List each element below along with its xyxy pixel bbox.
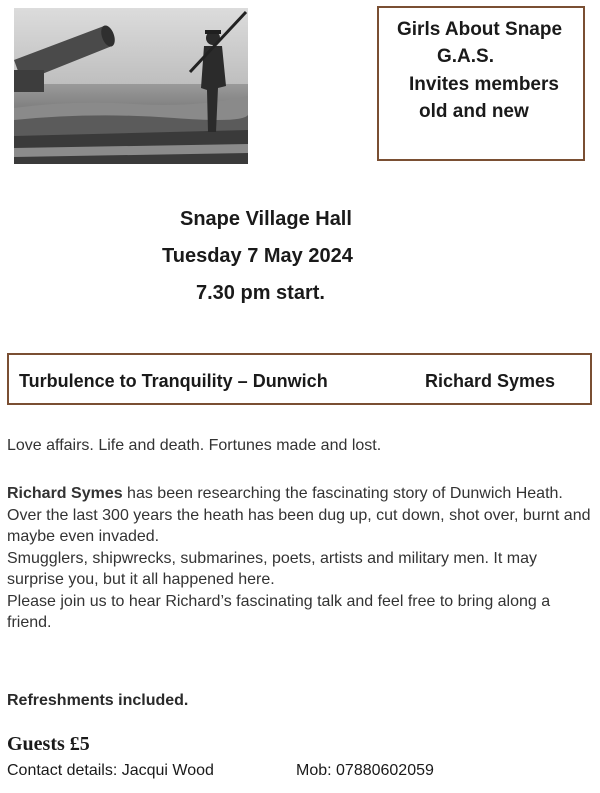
- guest-price: Guests £5: [7, 733, 90, 755]
- invitation-text: Invites members: [409, 74, 559, 95]
- description-paragraph-4: Please join us to hear Richard’s fascinating talk and feel free to bring along a friend.: [7, 592, 551, 631]
- speaker-highlight: Richard Symes: [7, 485, 123, 502]
- description: [7, 483, 595, 634]
- historic-cannon-coast-photo-icon: [14, 8, 248, 164]
- organisation-abbreviation: G.A.S.: [437, 46, 495, 67]
- event-date: Tuesday 7 May 2024: [162, 245, 353, 267]
- mobile-number: Mob: 07880602059: [296, 762, 434, 779]
- talk-box: [7, 353, 592, 405]
- contact-details: Contact details: Jacqui Wood: [7, 762, 214, 779]
- description-paragraph-3: Smugglers, shipwrecks, submarines, poets, artists and military men. It may surprise you, but it all happened here.: [7, 549, 537, 588]
- venue-name: Snape Village Hall: [180, 208, 352, 230]
- invitation-box: [377, 6, 585, 161]
- speaker-name: Richard Symes: [425, 371, 556, 391]
- invitation-text-line2: old and new: [419, 101, 529, 122]
- description-paragraph-1: [7, 483, 595, 505]
- refreshments-note: Refreshments included.: [7, 692, 189, 709]
- organisation-name: Girls About Snape: [397, 19, 563, 40]
- tagline: Love affairs. Life and death. Fortunes made and lost.: [7, 437, 382, 454]
- talk-title: Turbulence to Tranquility – Dunwich: [19, 371, 328, 391]
- event-time: 7.30 pm start.: [196, 282, 325, 304]
- historic-photo: [14, 8, 248, 164]
- description-paragraph-2: Over the last 300 years the heath has been dug up, cut down, shot over, burnt and maybe even invaded.: [7, 506, 591, 545]
- description-paragraph-1-text: has been researching the fascinating story of Dunwich Heath.: [122, 485, 563, 502]
